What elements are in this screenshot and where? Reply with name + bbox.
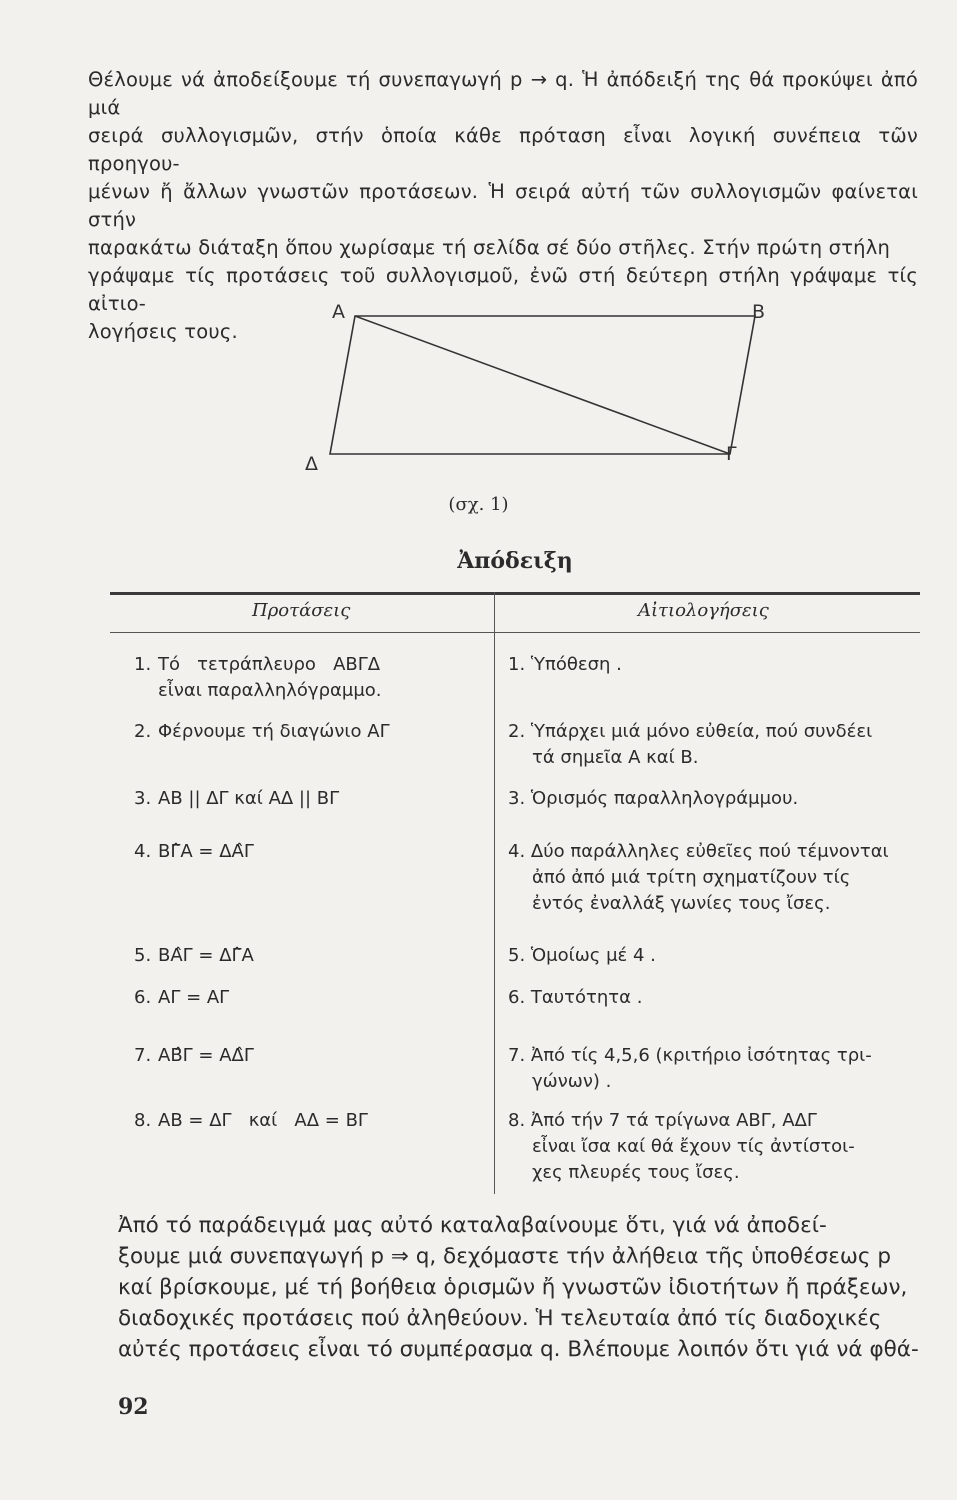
vertex-label-D: Δ <box>305 453 318 470</box>
column-header-justifications: Αἰτιολογήσεις <box>638 600 769 621</box>
proposition-text: ΑΒ = ΔΓ καί ΑΔ = ΒΓ <box>158 1110 368 1131</box>
vertex-label-A: A <box>332 301 345 323</box>
proposition-text: Φέρνουμε τή διαγώνιο ΑΓ <box>158 721 390 742</box>
justification-text: 4. Δύο παράλληλες εὐθεῖες πού τέμνονται <box>508 841 889 862</box>
row-number: 2. <box>134 721 152 742</box>
vertex-label-G: Γ <box>726 443 737 465</box>
intro-line: σειρά συλλογισμῶν, στήν ὁποία κάθε πρόταση εἶναι λογική συνέπεια τῶν προηγου- <box>88 124 918 175</box>
justification-text: 3. Ὁρισμός παραλληλογράμμου. <box>508 788 799 809</box>
justification-text: εἶναι ἴσα καί θά ἔχουν τίς ἀντίστοι- <box>532 1136 855 1157</box>
column-header-propositions: Προτάσεις <box>252 600 351 621</box>
proposition-text: ΑΒ || ΔΓ καί ΑΔ || ΒΓ <box>158 788 340 809</box>
conclusion-line: Ἀπό τό παράδειγμά μας αὐτό καταλαβαίνουμε ὅτι, γιά νά ἀποδεί- <box>118 1213 827 1238</box>
table-row-left <box>134 985 484 1011</box>
table-row-right <box>508 839 908 917</box>
justification-text: 7. Ἀπό τίς 4,5,6 (κριτήριο ἰσότητας τρι- <box>508 1045 872 1066</box>
vertex-label-B: B <box>752 301 766 323</box>
conclusion-line: ξουμε μιά συνεπαγωγή p ⇒ q, δεχόμαστε τήν ἀλήθεια τῆς ὑποθέσεως p <box>118 1244 891 1269</box>
intro-line: γράψαμε τίς προτάσεις τοῦ συλλογισμοῦ, ἐνῶ στή δεύτερη στήλη γράψαμε τίς αἰτιο- <box>88 264 918 315</box>
conclusion-line: διαδοχικές προτάσεις πού ἀληθεύουν. Ἡ τελευταία ἀπό τίς διαδοχικές <box>118 1306 882 1331</box>
justification-text: ἐντός ἐναλλάξ γωνίες τους ἴσες. <box>532 893 831 914</box>
table-row-left <box>134 719 484 745</box>
intro-line: λογήσεις τους. <box>88 320 238 343</box>
justification-text: τά σημεῖα Α καί Β. <box>532 747 699 768</box>
justification-text: 8. Ἀπό τήν 7 τά τρίγωνα ΑΒΓ, ΑΔΓ <box>508 1110 817 1131</box>
justification-text: 2. Ὑπάρχει μιά μόνο εὐθεία, πού συνδέει <box>508 721 873 742</box>
proposition-text: ΑΒ̂Γ = ΑΔ̂Γ <box>158 1045 254 1066</box>
table-top-rule <box>110 592 920 595</box>
table-row-left <box>134 943 484 969</box>
table-row-left <box>134 786 484 812</box>
intro-line: μένων ἤ ἄλλων γνωστῶν προτάσεων. Ἡ σειρά αὐτή τῶν συλλογισμῶν φαίνεται στήν <box>88 180 918 231</box>
table-row-right <box>508 1108 908 1186</box>
proposition-text: ΑΓ = ΑΓ <box>158 987 230 1008</box>
table-row-right <box>508 719 908 771</box>
table-header-rule <box>110 632 920 633</box>
section-heading: Ἀπόδειξη <box>457 548 573 574</box>
figure-caption: (σχ. 1) <box>448 494 509 515</box>
table-row-right <box>508 1043 908 1095</box>
justification-text: χες πλευρές τους ἴσες. <box>532 1162 740 1183</box>
proposition-text: Τό τετράπλευρο ΑΒΓΔ <box>158 654 381 675</box>
diagonal-AG <box>355 316 730 454</box>
intro-line: παρακάτω διάταξη ὅπου χωρίσαμε τή σελίδα σέ δύο στῆλες. Στήν πρώτη στήλη <box>88 236 891 259</box>
table-row-right <box>508 943 908 969</box>
intro-line: Θέλουμε νά ἀποδείξουμε τή συνεπαγωγή p → q. Ἡ ἀπόδειξή της θά προκύψει ἀπό μιά <box>88 68 918 119</box>
conclusion-line: αὐτές προτάσεις εἶναι τό συμπέρασμα q. Βλέπουμε λοιπόν ὅτι γιά νά φθά- <box>118 1337 919 1362</box>
row-number: 7. <box>134 1045 152 1066</box>
conclusion-line: καί βρίσκουμε, μέ τή βοήθεια ὁρισμῶν ἤ γνωστῶν ἰδιοτήτων ἤ πράξεων, <box>118 1275 908 1300</box>
proposition-text: ΒΓ̂Α = ΔΑ̂Γ <box>158 841 254 862</box>
parallelogram-figure <box>280 290 780 470</box>
justification-text: 6. Ταυτότητα . <box>508 987 643 1008</box>
justification-text: γώνων) . <box>532 1071 612 1092</box>
conclusion-paragraph <box>118 1210 936 1365</box>
proposition-text: εἶναι παραλληλόγραμμο. <box>158 680 382 701</box>
justification-text: ἀπό ἀπό μιά τρίτη σχηματίζουν τίς <box>532 867 851 888</box>
table-row-left <box>134 1108 484 1134</box>
page-number: 92 <box>118 1394 149 1420</box>
justification-text: 1. Ὑπόθεση . <box>508 654 622 675</box>
table-column-divider <box>494 592 495 1194</box>
proposition-text: ΒΑ̂Γ = ΔΓ̂Α <box>158 945 254 966</box>
table-row-right <box>508 786 908 812</box>
row-number: 4. <box>134 841 152 862</box>
row-number: 1. <box>134 654 152 675</box>
table-row-left <box>134 1043 484 1069</box>
row-number: 3. <box>134 788 152 809</box>
table-row-right <box>508 985 908 1011</box>
row-number: 6. <box>134 987 152 1008</box>
table-row-right <box>508 652 908 678</box>
table-row-left <box>134 652 484 704</box>
row-number: 5. <box>134 945 152 966</box>
table-row-left <box>134 839 484 865</box>
justification-text: 5. Ὁμοίως μέ 4 . <box>508 945 656 966</box>
row-number: 8. <box>134 1110 152 1131</box>
